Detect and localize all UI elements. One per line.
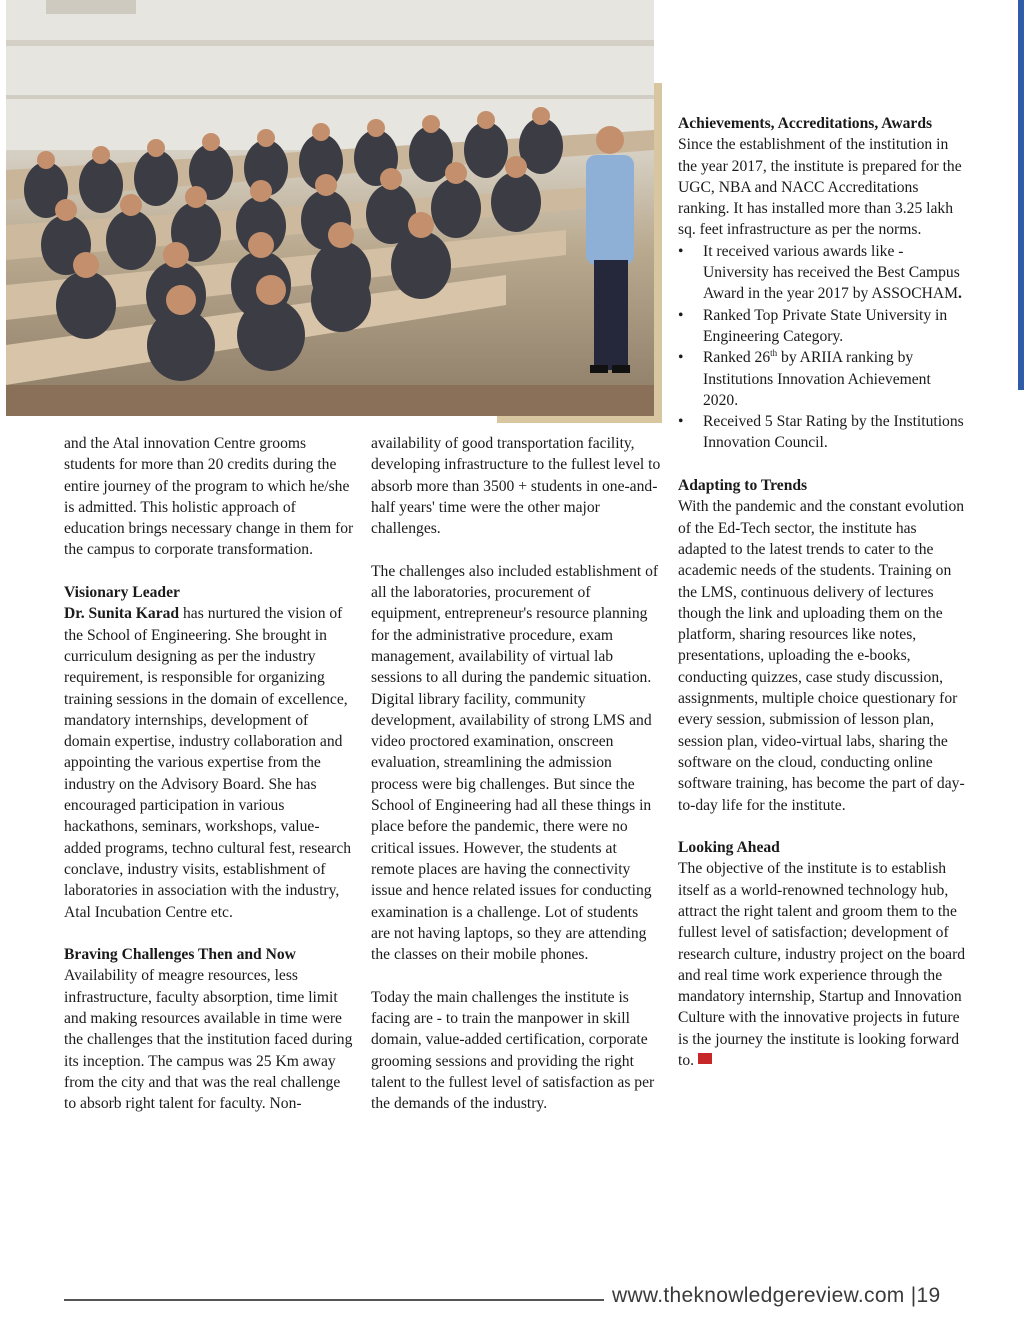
list-item: • Received 5 Star Rating by the Institutions Innovation Council. [678,411,968,454]
looking-ahead-heading: Looking Ahead [678,839,780,857]
visionary-leader-paragraph [64,603,354,922]
classroom-photo [6,0,654,416]
challenges-paragraph-2: The challenges also included establishment of all the laboratories, procurement of equipment, entrepreneur's resource planning for the administrative procedure, exam management, availability of virtual lab sessions to all during the pandemic situation. Digital library facility, community development, availability of strong LMS and video proctored examination, onscreen evaluation, streamlining the admission process were big challenges. But since the School of Engineering had all these things in place before the pandemic, there were no critical issues. However, the students at remote places are having the connectivity issue and hence related issues for conducting examination is a challenge. Lot of students are not having laptops, so they are attending the classes on their mobile phones. [371,562,659,964]
footer [612,1284,940,1308]
classroom-illustration [6,0,654,416]
adapting-trends-heading: Adapting to Trends [678,477,808,495]
column-1 [64,433,354,1115]
tkr-end-logo-icon [698,1053,712,1064]
intro-paragraph: and the Atal innovation Centre grooms students for more than 20 credits during the entire journey of the program to which he/she is admitted. This holistic approach of education brings necessary change in them for the campus to corporate transformation. [64,435,354,559]
braving-challenges-paragraph: Availability of meagre resources, less infrastructure, faculty absorption, time limit and making resources available in time were the challenges that the institution faced during its inception. The campus was 25 Km away from the city and that was the real challenge to absorb right talent for faculty. Non- [64,967,353,1113]
list-item: • Ranked Top Private State University in Engineering Category. [678,305,968,348]
visionary-leader-text: has nurtured the vision of the School of Engineering. She brought in curriculum designing as per the industry requirement, is responsible for organizing training sessions in the domain of excellence, mandatory internships, development of domain expertise, industry collaboration and appointing the various expertise from the industry on the Advisory Board. She has encouraged participation in various hackathons, seminars, workshops, value-added programs, techno cultural fest, research conclave, industry visits, establishment of laboratories in association with the industry, Atal Incubation Centre etc. [64,605,352,921]
website-url: www.theknowledgereview.com [612,1284,905,1307]
list-item: • It received various awards like - University has received the Best Campus Award in the year 2017 by ASSOCHAM. [678,241,968,305]
achievements-heading: Achievements, Accreditations, Awards [678,115,933,132]
page-edge-accent [1018,0,1024,390]
adapting-trends-paragraph: With the pandemic and the constant evolution of the Ed-Tech sector, the institute has adapted to the latest trends to cater to the academic needs of the students. Training on the LMS, continuous delivery of lectures though the link and uploading them on the platform, sharing resources like notes, presentations, uploading the e-books, conducting quizzes, case study discussion, assignments, multiple choice questionary for every session, submission of lesson plan, session plan, video-virtual labs, sharing the software on the cloud, conducting online software training, has become the part of day-to-day life for the institute. [678,498,965,814]
list-item: • Ranked 26th by ARIIA ranking by Institutions Innovation Achievement 2020. [678,347,968,411]
visionary-leader-heading: Visionary Leader [64,584,180,602]
column-3 [678,113,968,1071]
challenges-paragraph-1: availability of good transportation facility, developing infrastructure to the fullest level to absorb more than 3500 + students in one-and-half years' time were the other major challenges. [371,435,661,538]
braving-challenges-heading: Braving Challenges Then and Now [64,946,296,964]
looking-ahead-paragraph: The objective of the institute is to establish itself as a world-renowned technology hub, attract the right talent and groom them to the fullest level of satisfaction; development of research culture, industry project on the board and real time work experience through the mandatory internship, Startup and Innovation Culture with the innovative projects in future is the journey the institute is looking forward to. [678,860,966,1070]
column-2 [371,433,661,1115]
awards-list [678,241,968,454]
challenges-paragraph-3: Today the main challenges the institute is facing are - to train the manpower in skill domain, value-added certification, corporate grooming sessions and providing the right talent to the fullest level of satisfaction as per the demands of the industry. [371,988,655,1113]
leader-name: Dr. Sunita Karad [64,605,180,623]
achievements-paragraph: Since the establishment of the institution in the year 2017, the institute is prepared for the UGC, NBA and NACC Accreditations ranking. It has installed more than 3.25 lakh sq. feet infrastructure as per the norms. [678,136,962,239]
footer-rule [64,1299,604,1301]
page-number: |19 [910,1284,941,1307]
